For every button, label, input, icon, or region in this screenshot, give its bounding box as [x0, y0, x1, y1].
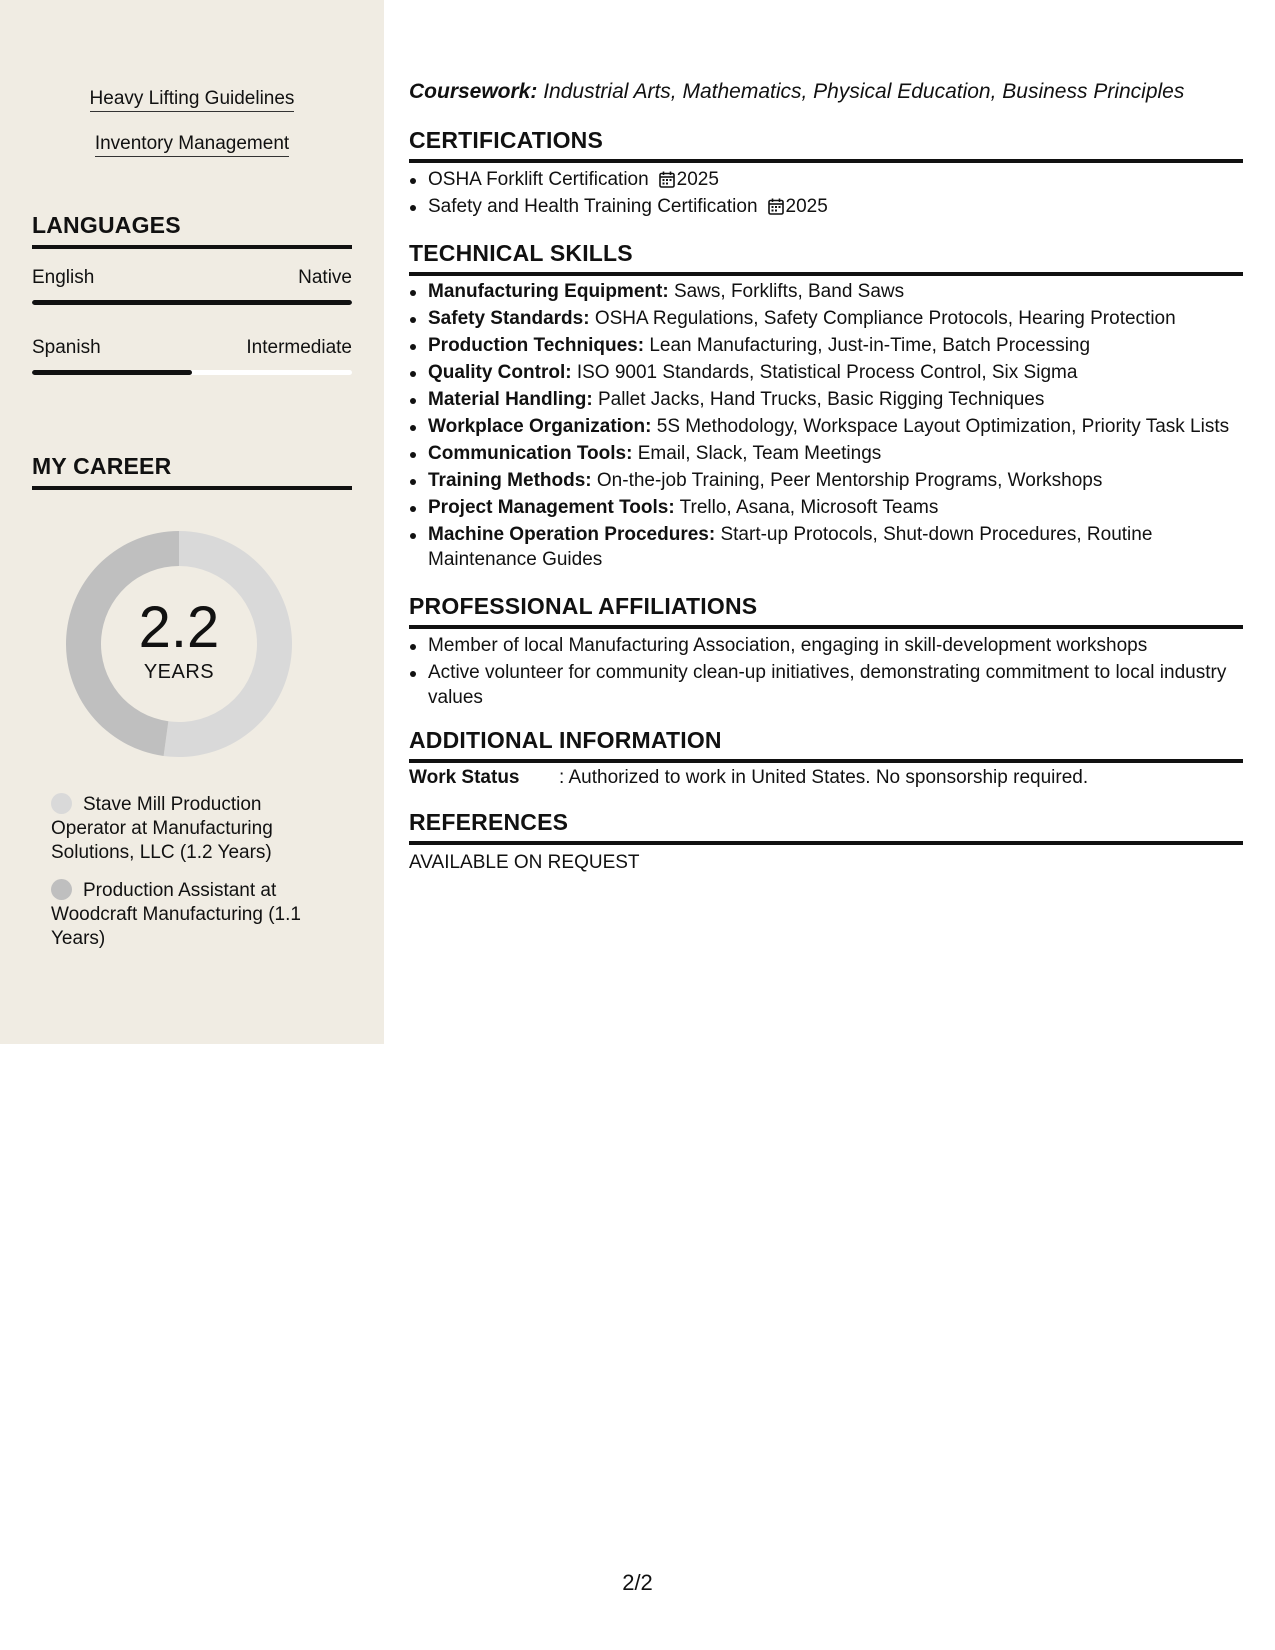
language-name: Spanish [32, 337, 101, 358]
skill-item: Communication Tools: Email, Slack, Team Meetings [409, 442, 1243, 467]
references-text: AVAILABLE ON REQUEST [409, 852, 640, 873]
certification-name: Safety and Health Training Certification [428, 196, 758, 217]
sidebar [0, 0, 384, 1044]
language-bar-fill [32, 370, 192, 375]
certification-year: 2025 [676, 169, 719, 190]
skill-item: Quality Control: ISO 9001 Standards, Statistical Process Control, Six Sigma [409, 361, 1243, 386]
language-name: English [32, 267, 95, 288]
language-bar-fill [32, 300, 352, 305]
work-status-label: Work Status [409, 767, 520, 788]
career-total-unit: YEARS [143, 660, 215, 683]
language-bar-english [32, 300, 352, 305]
career-item [51, 879, 321, 951]
skill-item: Machine Operation Procedures: Start-up Protocols, Shut-down Procedures, Routine Maintenance Guides [409, 523, 1243, 572]
page-number: 2/2 [622, 1570, 653, 1595]
certification-item [409, 168, 1243, 193]
legend-dot [51, 879, 72, 900]
languages-heading: LANGUAGES [32, 212, 352, 249]
language-row-spanish [32, 337, 352, 361]
skill-item: Production Techniques: Lean Manufacturing, Just-in-Time, Batch Processing [409, 334, 1243, 359]
affiliations-list [409, 634, 1243, 713]
career-total-value: 2.2 [138, 594, 220, 660]
career-item-label: Stave Mill Production Operator at Manufacturing Solutions, LLC (1.2 Years) [51, 794, 273, 863]
certifications-heading: CERTIFICATIONS [409, 127, 1243, 163]
skill-item: Training Methods: On-the-job Training, Peer Mentorship Programs, Workshops [409, 469, 1243, 494]
skill-item: Material Handling: Pallet Jacks, Hand Trucks, Basic Rigging Techniques [409, 388, 1243, 413]
career-item-label: Production Assistant at Woodcraft Manufacturing (1.1 Years) [51, 880, 301, 949]
skill-item: Safety Standards: OSHA Regulations, Safety Compliance Protocols, Hearing Protection [409, 307, 1243, 332]
calendar-icon [659, 171, 675, 188]
technical-skills-heading: TECHNICAL SKILLS [409, 240, 1243, 276]
affiliations-heading: PROFESSIONAL AFFILIATIONS [409, 593, 1243, 629]
language-bar-spanish [32, 370, 352, 375]
certification-item [409, 195, 1243, 220]
coursework [409, 80, 1184, 104]
skill-link-heavy-lifting[interactable]: Heavy Lifting Guidelines [0, 88, 384, 110]
work-status-value: : Authorized to work in United States. No sponsorship required. [559, 767, 1089, 788]
language-level: Intermediate [246, 337, 352, 358]
career-donut-chart [66, 531, 292, 757]
donut-center [66, 531, 292, 757]
skill-item: Project Management Tools: Trello, Asana, Microsoft Teams [409, 496, 1243, 521]
language-row-english [32, 267, 352, 291]
language-level: Native [298, 267, 352, 288]
career-heading: MY CAREER [32, 453, 352, 490]
work-status-row [409, 767, 1088, 789]
affiliation-item: Member of local Manufacturing Association, engaging in skill-development workshops [409, 634, 1243, 659]
affiliation-item: Active volunteer for community clean-up initiatives, demonstrating commitment to local industry values [409, 661, 1243, 710]
certifications-list [409, 168, 1243, 222]
certification-name: OSHA Forklift Certification [428, 169, 649, 190]
coursework-label: Coursework: [409, 80, 538, 103]
skill-item: Manufacturing Equipment: Saws, Forklifts, Band Saws [409, 280, 1243, 305]
skill-item: Workplace Organization: 5S Methodology, Workspace Layout Optimization, Priority Task Lists [409, 415, 1243, 440]
calendar-icon [768, 198, 784, 215]
additional-info-heading: ADDITIONAL INFORMATION [409, 727, 1243, 763]
career-item [51, 793, 321, 865]
legend-dot [51, 793, 72, 814]
references-heading: REFERENCES [409, 809, 1243, 845]
technical-skills-list [409, 280, 1243, 575]
coursework-text: Industrial Arts, Mathematics, Physical Education, Business Principles [543, 80, 1185, 103]
skill-link-inventory[interactable]: Inventory Management [0, 133, 384, 155]
certification-year: 2025 [785, 196, 828, 217]
